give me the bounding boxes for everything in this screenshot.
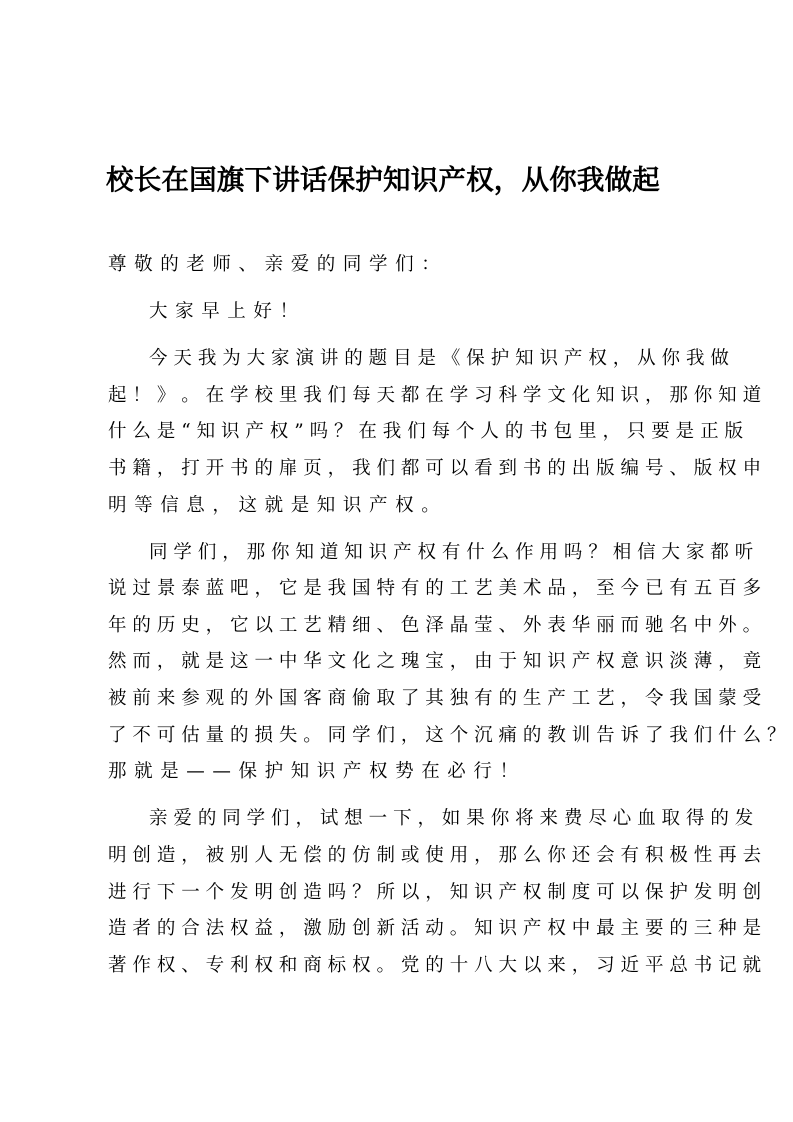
paragraph-line: 同 学 们 ， 那 你 知 道 知 识 产 权 有 什 么 作 用 吗 ？ 相 信 大 家 都 听 xyxy=(149,541,754,563)
paragraph-line: 今 天 我 为 大 家 演 讲 的 题 目 是 《 保 护 知 识 产 权 ， 从 你 我 做 xyxy=(149,348,729,370)
paragraph-ip-system xyxy=(108,801,762,984)
paragraph-line: 什 么 是 “ 知 识 产 权 ” 吗 ？ 在 我 们 每 个 人 的 书 包 里 ， 只 要 是 正 版 xyxy=(108,421,743,443)
salutation-line: 尊敬的老师、亲爱的同学们： xyxy=(108,254,448,275)
document-body xyxy=(108,247,786,995)
paragraph-line: 年 的 历 史 ， 它 以 工 艺 精 细 、 色 泽 晶 莹 、 外 表 华 丽 而 驰 名 中 外 。 xyxy=(108,614,762,636)
paragraph-line: 说 过 景 泰 蓝 吧 ， 它 是 我 国 特 有 的 工 艺 美 术 品 ， 至 今 已 有 五 百 多 xyxy=(108,578,762,600)
greeting-line: 大家早上好！ xyxy=(149,301,306,323)
paragraph-line: 明 创 造 ， 被 别 人 无 偿 的 仿 制 或 使 用 ， 那 么 你 还 会 有 积 极 性 再 去 xyxy=(108,844,762,866)
paragraph-line: 著 作 权 、 专 利 权 和 商 标 权 。 党 的 十 八 大 以 来 ， 习 近 平 总 书 记 就 xyxy=(108,954,762,976)
paragraph-cloisonne-story xyxy=(108,535,786,791)
salutation-paragraph xyxy=(108,247,684,284)
paragraph-line: 起 ！ 》 。 在 学 校 里 我 们 每 天 都 在 学 习 科 学 文 化 知 识 ， 那 你 知 道 xyxy=(108,384,762,406)
paragraph-line: 然 而 ， 就 是 这 一 中 华 文 化 之 瑰 宝 ， 由 于 知 识 产 权 意 识 淡 薄 ， 竟 xyxy=(108,651,762,673)
paragraph-line: 了 不 可 估 量 的 损 失 。 同 学 们 ， 这 个 沉 痛 的 教 训 告 诉 了 我 们 什 么 ？ xyxy=(108,724,786,746)
paragraph-topic-intro xyxy=(108,341,762,524)
paragraph-line: 书 籍 ， 打 开 书 的 扉 页 ， 我 们 都 可 以 看 到 书 的 出 版 编 号 、 版 权 申 xyxy=(108,457,762,479)
paragraph-line: 那就是——保护知识产权势在必行！ xyxy=(108,761,526,783)
paragraph-line: 亲 爱 的 同 学 们 ， 试 想 一 下 ， 如 果 你 将 来 费 尽 心 血 取 得 的 发 xyxy=(149,808,754,830)
document-title: 校长在国旗下讲话保护知识产权，从你我做起 xyxy=(106,164,660,196)
paragraph-line: 进 行 下 一 个 发 明 创 造 吗 ？ 所 以 ， 知 识 产 权 制 度 可 以 保 护 发 明 创 xyxy=(108,881,762,903)
paragraph-line: 造 者 的 合 法 权 益 ， 激 励 创 新 活 动 。 知 识 产 权 中 最 主 要 的 三 种 是 xyxy=(108,918,762,940)
paragraph-line: 被 前 来 参 观 的 外 国 客 商 偷 取 了 其 独 有 的 生 产 工 艺 ， 令 我 国 蒙 受 xyxy=(108,688,762,710)
greeting-paragraph xyxy=(108,294,684,331)
paragraph-line: 明等信息，这就是知识产权。 xyxy=(108,494,448,516)
